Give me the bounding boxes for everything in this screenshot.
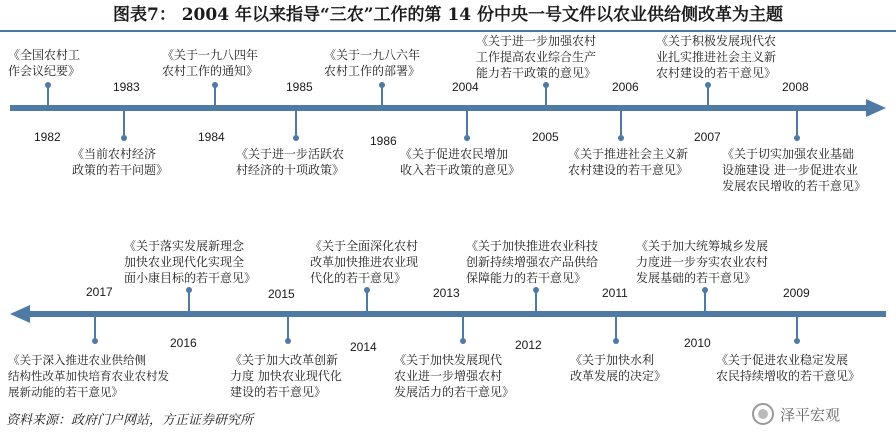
dot-2005	[543, 82, 549, 88]
year-2013: 2013	[433, 286, 460, 300]
tick-2006	[620, 108, 622, 138]
dot-1985	[293, 135, 299, 141]
year-2014: 2014	[350, 340, 377, 354]
doc-2011: 《关于加快水利 改革发展的决定》	[570, 353, 667, 383]
bottom-timeline-arrowhead	[10, 305, 30, 323]
year-1983: 1983	[113, 80, 140, 94]
tick-2005	[545, 85, 547, 108]
tick-1982	[47, 85, 49, 108]
tick-2008	[796, 108, 798, 138]
doc-2015: 《关于加大改革创新 力度 加快农业现代化 建设的若干意见》	[230, 353, 342, 399]
dot-2007	[705, 82, 711, 88]
tick-2013	[462, 314, 464, 341]
tick-2009	[796, 314, 798, 341]
doc-2016: 《关于落实发展新理念 加快农业现代化实现全 面小康目标的若干意见》	[124, 239, 257, 285]
dot-1984	[212, 82, 218, 88]
doc-2007: 《关于积极发展现代农 业扎实推进社会主义新 农村建设的若干意见》	[656, 34, 777, 80]
tick-2011	[615, 314, 617, 341]
dot-1983	[121, 135, 127, 141]
year-2012: 2012	[515, 338, 542, 352]
wechat-icon	[752, 403, 774, 425]
year-2007: 2007	[694, 130, 721, 144]
dot-2012	[533, 287, 539, 293]
doc-2013: 《关于加快发展现代 农业进一步增强农村 发展活力的若干意见》	[394, 353, 515, 399]
tick-2014	[366, 290, 368, 314]
year-2016: 2016	[170, 336, 197, 350]
tick-2004	[466, 108, 468, 138]
dot-2008	[794, 135, 800, 141]
tick-1984	[214, 85, 216, 108]
dot-2014	[364, 287, 370, 293]
doc-1983: 《当前农村经济 政策的若干问题》	[72, 147, 169, 177]
doc-2012: 《关于加快推进农业科技 创新持续增强农产品供给 保障能力的若干意见》	[466, 239, 599, 285]
doc-1982: 《全国农村工 作会议纪要》	[8, 48, 81, 78]
year-1982: 1982	[34, 130, 61, 144]
doc-1985: 《关于进一步活跃农 村经济的十项政策》	[236, 147, 345, 177]
watermark	[752, 402, 840, 426]
dot-1982	[45, 82, 51, 88]
doc-2009: 《关于促进农业稳定发展 农民持续增收的若干意见》	[716, 353, 861, 383]
year-2004: 2004	[452, 80, 479, 94]
source-note: 资料来源：政府门户网站，方正证券研究所	[6, 413, 254, 428]
tick-2017	[94, 314, 96, 341]
dot-2016	[186, 287, 192, 293]
year-2010: 2010	[684, 336, 711, 350]
doc-2014: 《关于全面深化农村 改革加快推进农业现 代化的若干意见》	[310, 239, 419, 285]
doc-1984: 《关于一九八四年 农村工作的通知》	[162, 48, 259, 78]
figure-title: 图表7： 2004 年以来指导“三农”工作的第 14 份中央一号文件以农业供给侧改革为主题	[0, 0, 896, 32]
year-2017: 2017	[86, 285, 113, 299]
dot-2015	[285, 338, 291, 344]
watermark-text: 泽平宏观	[780, 405, 841, 424]
doc-2010: 《关于加大统筹城乡发展 力度进一步夯实农业农村 发展基础的若干意见》	[636, 239, 769, 285]
dot-2010	[702, 287, 708, 293]
dot-2011	[613, 338, 619, 344]
tick-2016	[188, 290, 190, 314]
doc-2006: 《关于推进社会主义新 农村建设的若干意见》	[568, 147, 689, 177]
year-2008: 2008	[782, 80, 809, 94]
doc-2008: 《关于切实加强农业基础 设施建设 进一步促进农业 发展农民增收的若干意见》	[722, 147, 867, 193]
doc-2017: 《关于深入推进农业供给侧 结构性改革加快培育农业农村发 展新动能的若干意见》	[8, 353, 169, 399]
doc-2004: 《关于促进农民增加 收入若干政策的意见》	[400, 147, 521, 177]
tick-2015	[287, 314, 289, 341]
dot-2006	[618, 135, 624, 141]
year-1985: 1985	[286, 80, 313, 94]
tick-2010	[704, 290, 706, 314]
dot-2009	[794, 338, 800, 344]
dot-2004	[464, 135, 470, 141]
tick-2012	[535, 290, 537, 314]
doc-1986: 《关于一九八六年 农村工作的部署》	[324, 48, 421, 78]
dot-1986	[379, 82, 385, 88]
year-2006: 2006	[612, 80, 639, 94]
top-timeline-arrowhead	[866, 99, 886, 117]
tick-1983	[123, 108, 125, 138]
dot-2017	[92, 338, 98, 344]
tick-1986	[381, 85, 383, 108]
year-2009: 2009	[783, 286, 810, 300]
year-1986: 1986	[370, 134, 397, 148]
year-1984: 1984	[198, 130, 225, 144]
year-2011: 2011	[602, 286, 628, 300]
tick-1985	[295, 108, 297, 138]
year-2005: 2005	[532, 130, 559, 144]
doc-2005: 《关于进一步加强农村 工作提高农业综合生产 能力若干政策的意见》	[476, 34, 597, 80]
tick-2007	[707, 85, 709, 108]
year-2015: 2015	[268, 287, 295, 301]
dot-2013	[460, 338, 466, 344]
